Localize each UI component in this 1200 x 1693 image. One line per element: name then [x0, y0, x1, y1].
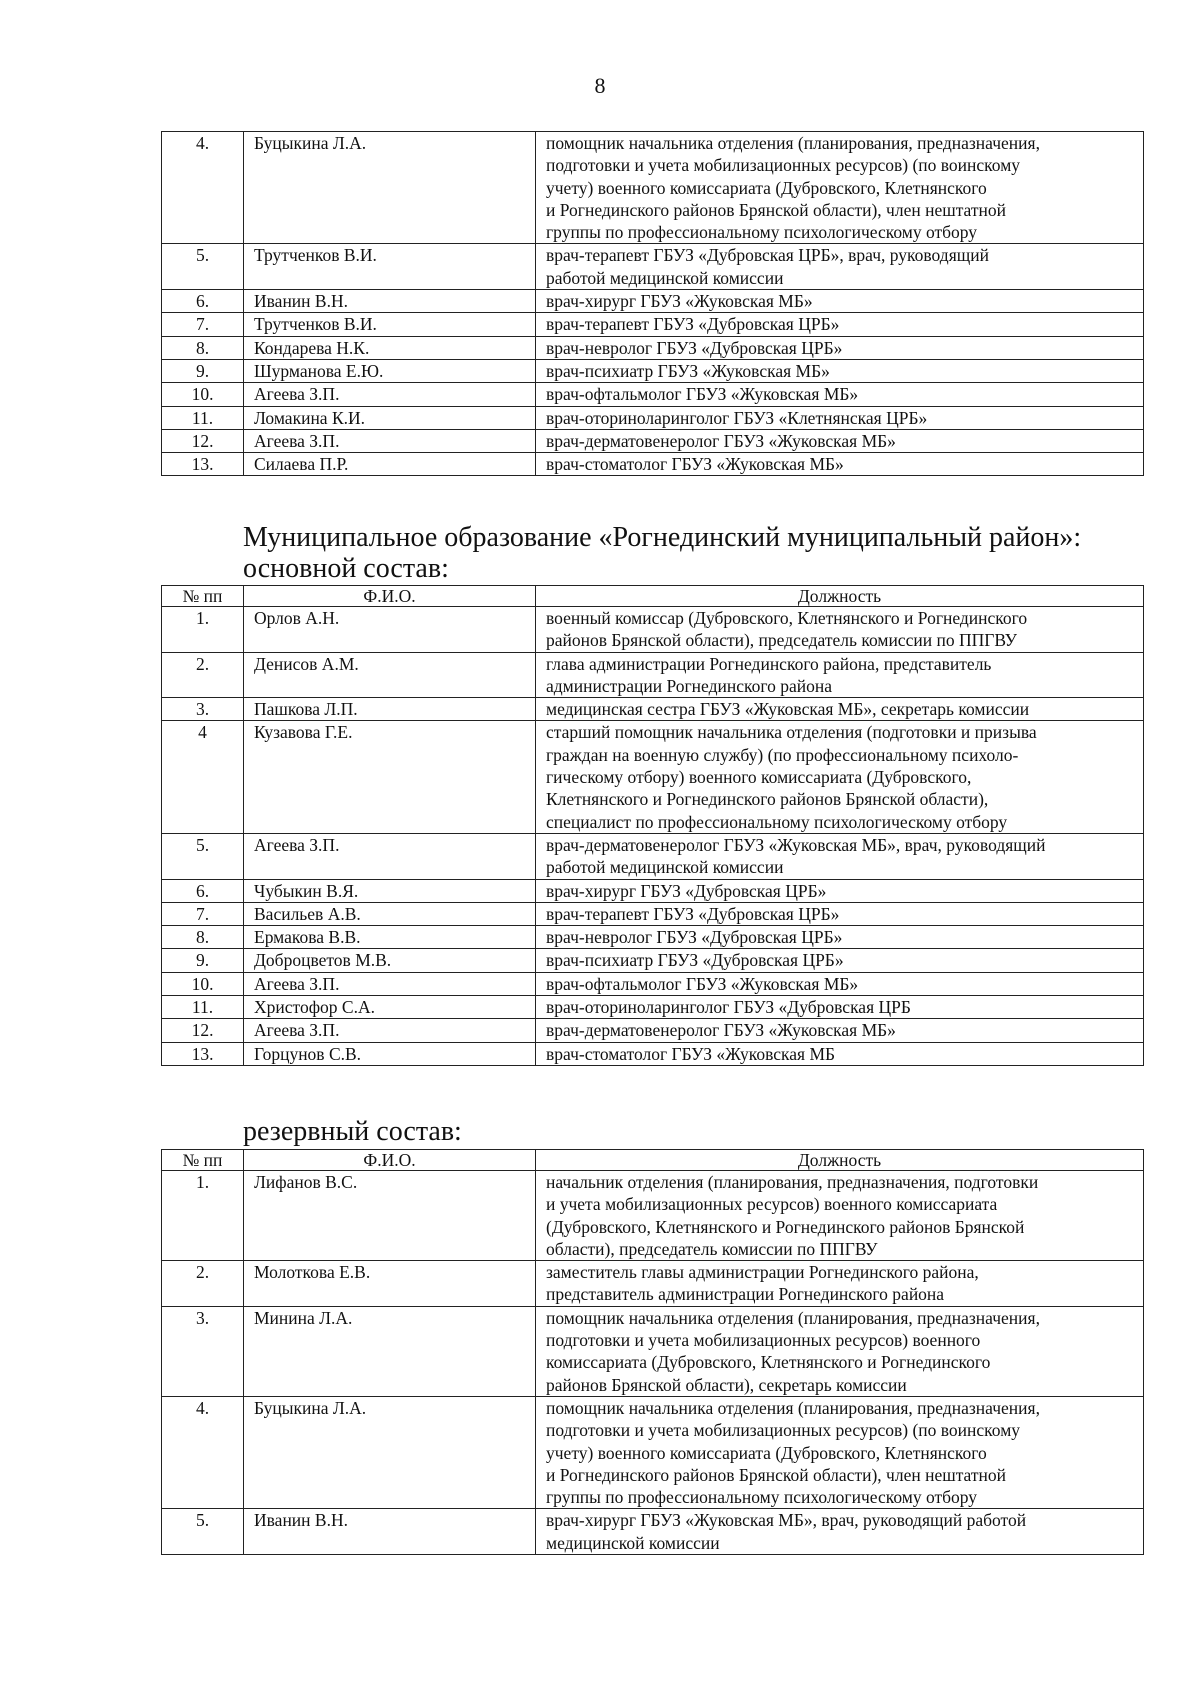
table-row: [162, 406, 1144, 429]
reserve-composition-table: [161, 1149, 1144, 1555]
header-position: Должность: [536, 1150, 1144, 1171]
member-name: Чубыкин В.Я.: [244, 879, 536, 902]
member-name: Агеева З.П.: [244, 972, 536, 995]
table-row: [162, 1171, 1144, 1261]
table-header-row: [162, 1150, 1144, 1171]
member-position: [536, 429, 1144, 452]
member-name: Агеева З.П.: [244, 1019, 536, 1042]
row-number: 13.: [162, 453, 244, 476]
member-position: [536, 926, 1144, 949]
member-position: [536, 313, 1144, 336]
row-number: 10.: [162, 972, 244, 995]
row-number: 11.: [162, 996, 244, 1019]
position-line: глава администрации Рогнединского района, представитель: [546, 653, 992, 674]
member-position: [536, 244, 1144, 290]
table-row: [162, 336, 1144, 359]
position-line: врач-психиатр ГБУЗ «Жуковская МБ»: [546, 360, 830, 381]
table-row: [162, 879, 1144, 902]
member-position: [536, 336, 1144, 359]
table-row: [162, 1306, 1144, 1396]
member-position: [536, 972, 1144, 995]
row-number: 7.: [162, 902, 244, 925]
table-row: [162, 949, 1144, 972]
table-row: [162, 1261, 1144, 1307]
member-position: [536, 383, 1144, 406]
member-name: Минина Л.А.: [244, 1306, 536, 1396]
position-line: врач-хирург ГБУЗ «Жуковская МБ»: [546, 291, 813, 312]
row-number: 13.: [162, 1042, 244, 1065]
row-number: 6.: [162, 879, 244, 902]
position-line: учету) военного комиссариата (Дубровского, Клетнянского: [546, 1442, 987, 1463]
row-number: 8.: [162, 336, 244, 359]
member-position: [536, 359, 1144, 382]
position-line: учету) военного комиссариата (Дубровского, Клетнянского: [546, 177, 987, 198]
member-position: [536, 607, 1144, 653]
position-line: помощник начальника отделения (планирования, предназначения,: [546, 1307, 1040, 1328]
member-name: Агеева З.П.: [244, 383, 536, 406]
position-line: помощник начальника отделения (планирования, предназначения,: [546, 133, 1040, 153]
table-header-row: [162, 586, 1144, 607]
member-position: [536, 290, 1144, 313]
row-number: 4.: [162, 1396, 244, 1508]
member-name: Горцунов С.В.: [244, 1042, 536, 1065]
table-row: [162, 313, 1144, 336]
position-line: Клетнянского и Рогнединского районов Брянской области),: [546, 789, 989, 810]
table-row: [162, 1396, 1144, 1508]
position-line: комиссариата (Дубровского, Клетнянского и Рогнединского: [546, 1352, 991, 1373]
position-line: врач-стоматолог ГБУЗ «Жуковская МБ»: [546, 454, 844, 475]
table-row: [162, 996, 1144, 1019]
position-line: (Дубровского, Клетнянского и Рогнединского районов Брянской: [546, 1216, 1025, 1237]
member-name: Ермакова В.В.: [244, 926, 536, 949]
header-number: № пп: [162, 1150, 244, 1171]
position-line: группы по профессиональному психологическому отбору: [546, 222, 978, 243]
position-line: врач-офтальмолог ГБУЗ «Жуковская МБ»: [546, 973, 859, 994]
member-position: [536, 879, 1144, 902]
position-line: медицинской комиссии: [546, 1532, 720, 1553]
member-name: Васильев А.В.: [244, 902, 536, 925]
position-line: представитель администрации Рогнединского района: [546, 1284, 945, 1305]
position-line: граждан на военную службу) (по профессиональному психоло-: [546, 744, 1019, 765]
row-number: 5.: [162, 833, 244, 879]
table-row: [162, 359, 1144, 382]
member-name: Лифанов В.С.: [244, 1171, 536, 1261]
position-line: группы по профессиональному психологическому отбору: [546, 1487, 978, 1508]
continued-commission-table: [161, 131, 1144, 476]
position-line: области), председатель комиссии по ППГВУ: [546, 1238, 878, 1259]
header-position: Должность: [536, 586, 1144, 607]
position-line: и учета мобилизационных ресурсов) военного комиссариата: [546, 1194, 998, 1215]
member-name: Иванин В.Н.: [244, 290, 536, 313]
position-line: врач-невролог ГБУЗ «Дубровская ЦРБ»: [546, 927, 843, 948]
row-number: 7.: [162, 313, 244, 336]
position-line: врач-терапевт ГБУЗ «Дубровская ЦРБ»: [546, 314, 840, 335]
row-number: 1.: [162, 1171, 244, 1261]
table-row: [162, 1509, 1144, 1555]
table-row: [162, 721, 1144, 833]
member-position: [536, 996, 1144, 1019]
position-line: врач-дерматовенеролог ГБУЗ «Жуковская МБ»: [546, 430, 896, 451]
row-number: 9.: [162, 359, 244, 382]
member-position: [536, 698, 1144, 721]
member-name: Кузавова Г.Е.: [244, 721, 536, 833]
row-number: 5.: [162, 1509, 244, 1555]
member-name: Ломакина К.И.: [244, 406, 536, 429]
position-line: врач-хирург ГБУЗ «Дубровская ЦРБ»: [546, 880, 827, 901]
row-number: 10.: [162, 383, 244, 406]
table-row: [162, 290, 1144, 313]
header-number: № пп: [162, 586, 244, 607]
member-name: Силаева П.Р.: [244, 453, 536, 476]
position-line: подготовки и учета мобилизационных ресурсов) военного: [546, 1330, 981, 1351]
position-line: врач-дерматовенеролог ГБУЗ «Жуковская МБ», врач, руководящий: [546, 834, 1046, 855]
member-position: [536, 1042, 1144, 1065]
row-number: 8.: [162, 926, 244, 949]
member-position: [536, 721, 1144, 833]
table-row: [162, 607, 1144, 653]
reserve-composition-heading: резервный состав:: [243, 1116, 462, 1147]
position-line: помощник начальника отделения (планирования, предназначения,: [546, 1397, 1040, 1418]
municipality-heading: Муниципальное образование «Рогнединский муниципальный район»:: [243, 522, 1082, 553]
row-number: 12.: [162, 429, 244, 452]
row-number: 9.: [162, 949, 244, 972]
row-number: 5.: [162, 244, 244, 290]
row-number: 4: [162, 721, 244, 833]
table-row: [162, 833, 1144, 879]
position-line: подготовки и учета мобилизационных ресурсов) (по воинскому: [546, 155, 1021, 176]
member-name: Буцыкина Л.А.: [244, 1396, 536, 1508]
member-name: Христофор С.А.: [244, 996, 536, 1019]
member-name: Трутченков В.И.: [244, 313, 536, 336]
header-full-name: Ф.И.О.: [244, 1150, 536, 1171]
member-position: [536, 652, 1144, 698]
position-line: заместитель главы администрации Рогнединского района,: [546, 1262, 979, 1283]
table-row: [162, 698, 1144, 721]
position-line: врач-стоматолог ГБУЗ «Жуковская МБ: [546, 1043, 836, 1064]
position-line: врач-хирург ГБУЗ «Жуковская МБ», врач, руководящий работой: [546, 1510, 1027, 1531]
table-row: [162, 132, 1144, 244]
member-name: Пашкова Л.П.: [244, 698, 536, 721]
position-line: врач-терапевт ГБУЗ «Дубровская ЦРБ»: [546, 903, 840, 924]
member-name: Трутченков В.И.: [244, 244, 536, 290]
position-line: и Рогнединского районов Брянской области), член нештатной: [546, 1464, 1006, 1485]
table-row: [162, 902, 1144, 925]
member-position: [536, 1019, 1144, 1042]
member-name: Орлов А.Н.: [244, 607, 536, 653]
member-position: [536, 1396, 1144, 1508]
table-row: [162, 244, 1144, 290]
position-line: врач-оториноларинголог ГБУЗ «Клетнянская ЦРБ»: [546, 407, 928, 428]
position-line: врач-терапевт ГБУЗ «Дубровская ЦРБ», врач, руководящий: [546, 245, 989, 266]
table-row: [162, 652, 1144, 698]
position-line: врач-оториноларинголог ГБУЗ «Дубровская ЦРБ: [546, 997, 911, 1018]
position-line: врач-психиатр ГБУЗ «Дубровская ЦРБ»: [546, 950, 844, 971]
member-position: [536, 132, 1144, 244]
member-position: [536, 949, 1144, 972]
position-line: врач-офтальмолог ГБУЗ «Жуковская МБ»: [546, 384, 859, 405]
position-line: гическому отбору) военного комиссариата (Дубровского,: [546, 767, 972, 788]
position-line: районов Брянской области), председатель комиссии по ППГВУ: [546, 630, 1017, 651]
main-composition-table: [161, 585, 1144, 1066]
row-number: 11.: [162, 406, 244, 429]
row-number: 1.: [162, 607, 244, 653]
member-name: Доброцветов М.В.: [244, 949, 536, 972]
member-position: [536, 902, 1144, 925]
member-position: [536, 406, 1144, 429]
member-position: [536, 1261, 1144, 1307]
member-position: [536, 1171, 1144, 1261]
member-position: [536, 1509, 1144, 1555]
row-number: 2.: [162, 652, 244, 698]
member-name: Буцыкина Л.А.: [244, 132, 536, 244]
position-line: администрации Рогнединского района: [546, 675, 832, 696]
row-number: 6.: [162, 290, 244, 313]
member-name: Агеева З.П.: [244, 429, 536, 452]
row-number: 3.: [162, 698, 244, 721]
position-line: работой медицинской комиссии: [546, 857, 784, 878]
row-number: 12.: [162, 1019, 244, 1042]
table-row: [162, 453, 1144, 476]
member-name: Кондарева Н.К.: [244, 336, 536, 359]
table-row: [162, 1042, 1144, 1065]
member-name: Иванин В.Н.: [244, 1509, 536, 1555]
position-line: подготовки и учета мобилизационных ресурсов) (по воинскому: [546, 1420, 1021, 1441]
position-line: врач-невролог ГБУЗ «Дубровская ЦРБ»: [546, 337, 843, 358]
table-row: [162, 972, 1144, 995]
table-row: [162, 429, 1144, 452]
table-row: [162, 926, 1144, 949]
position-line: работой медицинской комиссии: [546, 267, 784, 288]
row-number: 2.: [162, 1261, 244, 1307]
main-composition-heading: основной состав:: [243, 553, 449, 584]
member-position: [536, 453, 1144, 476]
member-name: Шурманова Е.Ю.: [244, 359, 536, 382]
position-line: медицинская сестра ГБУЗ «Жуковская МБ», секретарь комиссии: [546, 699, 1030, 720]
position-line: врач-дерматовенеролог ГБУЗ «Жуковская МБ»: [546, 1020, 896, 1041]
member-name: Молоткова Е.В.: [244, 1261, 536, 1307]
table-row: [162, 383, 1144, 406]
position-line: и Рогнединского районов Брянской области), член нештатной: [546, 199, 1006, 220]
table-row: [162, 1019, 1144, 1042]
row-number: 3.: [162, 1306, 244, 1396]
row-number: 4.: [162, 132, 244, 244]
position-line: специалист по профессиональному психологическому отбору: [546, 811, 1008, 832]
member-position: [536, 833, 1144, 879]
page-number: 8: [594, 73, 606, 98]
position-line: военный комиссар (Дубровского, Клетнянского и Рогнединского: [546, 608, 1028, 628]
member-name: Денисов А.М.: [244, 652, 536, 698]
position-line: районов Брянской области), секретарь комиссии: [546, 1374, 907, 1395]
position-line: старший помощник начальника отделения (подготовки и призыва: [546, 722, 1037, 743]
position-line: начальник отделения (планирования, предназначения, подготовки: [546, 1172, 1039, 1192]
member-position: [536, 1306, 1144, 1396]
header-full-name: Ф.И.О.: [244, 586, 536, 607]
member-name: Агеева З.П.: [244, 833, 536, 879]
